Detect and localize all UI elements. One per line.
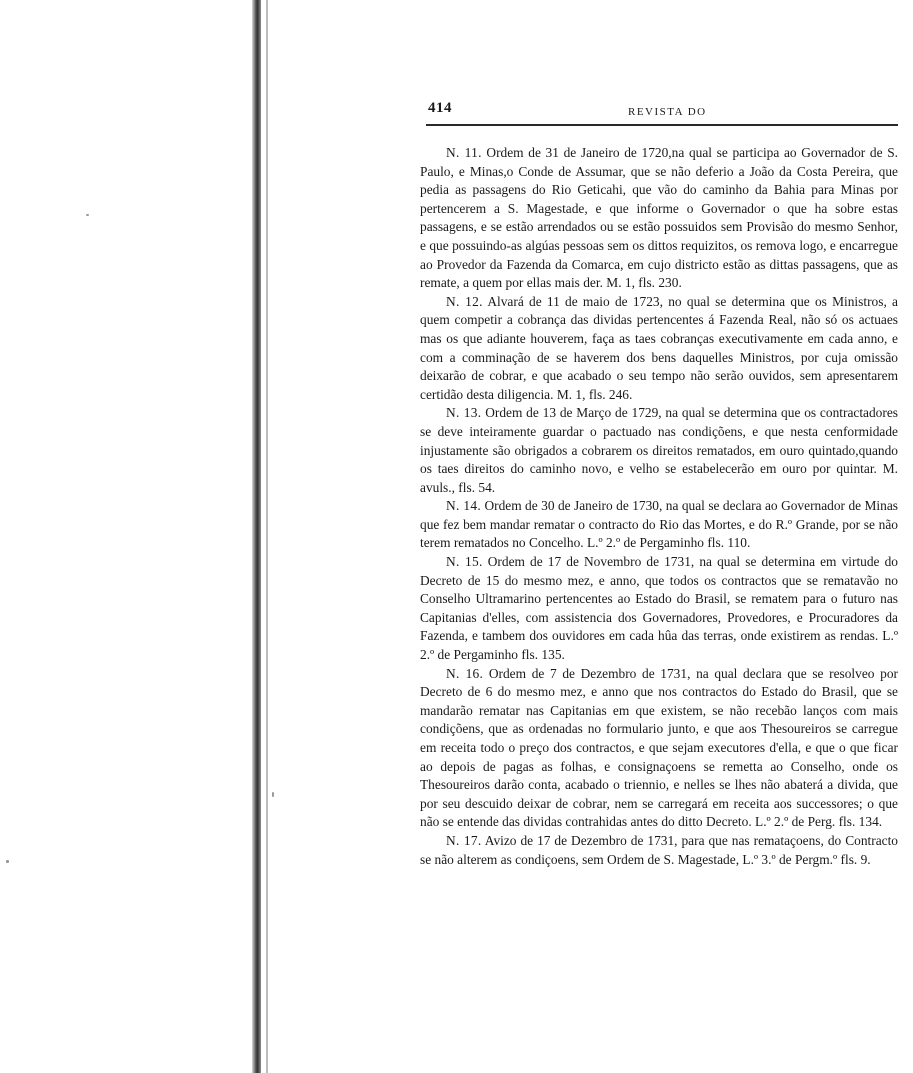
entry-number: N. 12. xyxy=(446,293,483,309)
entry-n13 xyxy=(420,404,898,497)
entry-text: Alvará de 11 de maio de 1723, no qual se determina que os Ministros, a quem competir a cobrança das dividas pertencentes á Fazenda Real, não só os actuaes mas os que adiante houverem, faça as taes cobranças executivamente em cada anno, e com a comminação de se haverem dos bens daquelles Ministros, por cuja omissão deixarão de cobrar, e que acabado o seu tempo não serão ouvidos, sem apresentarem certidão desta diligencia. M. 1, fls. 246. xyxy=(420,293,898,402)
entry-number: N. 15. xyxy=(446,554,483,570)
entry-number: N. 16. xyxy=(446,665,484,681)
entry-n16 xyxy=(420,665,898,832)
entry-text: Ordem de 31 de Janeiro de 1720,na qual se participa ao Governador de S. Paulo, e Minas,o Conde de Assumar, que se não deferio a João da Costa Pereira, que pedia as passagens do Rio Geticahi, que vão do caminho da Bahia para Minas por pertencerem a S. Magestade, e que informe o Governador o que ha sobre estas passagens, e se estão arrendados ou se estão possuidos sem Provisão do mesmo Senhor, e que possuindo-as algúas pessoas sem os dittos requizitos, os remova logo, e encarregue ao Provedor da Fazenda da Comarca, em cujo districto estão as dittas passagens, que as remate, a quem por ellas mais der. M. 1, fls. 230. xyxy=(420,145,898,291)
header-rule xyxy=(426,124,898,126)
entry-text: Ordem de 7 de Dezembro de 1731, na qual declara que se resolveo por Decreto de 6 do mesmo mez, e anno que nos contractos do Estado do Brasil, que se mandarão rematar nas Capitanias em que existem, se não recebão lanços com mais condiçõens, que as ordenadas no formulario junto, e que aos Thesoureiros se carregue em receita todo o preço dos contractos, e que sejam executores d'ella, e que o que ficar ao depois de pagas as folhas, e consignaçoens se remetta ao Conselho, onde os Thesoureiros darão conta, acabado o triennio, e nelles se lhes não abaterá a divida, que por seu descuido deixar de cobrar, nem se carregará em receita aos successores; o que não se entende das dividas contrahidas antes do ditto Decreto. L.º 2.º de Perg. fls. 134. xyxy=(420,665,898,830)
entry-text: Ordem de 17 de Novembro de 1731, na qual se determina em virtude do Decreto de 15 do mesmo mez, e anno, que todos os contractos que se rematavão no Conselho Ultramarino pertencentes ao Estado do Brasil, se rematem para o futuro nas Capitanias d'elles, com assistencia dos Governadores, Provedores, e Procuradores da Fazenda, e tambem dos ouvidores em cada hûa das terras, onde existirem as rendas. L.º 2.º de Pergaminho fls. 135. xyxy=(420,554,898,663)
entry-n17 xyxy=(420,832,898,869)
entries-list xyxy=(420,144,898,869)
entry-n15 xyxy=(420,553,898,665)
page-edge-line xyxy=(266,0,268,1073)
scan-speck xyxy=(6,860,9,863)
page-number: 414 xyxy=(428,100,452,116)
entry-n11 xyxy=(420,144,898,293)
page-header xyxy=(420,96,898,122)
entry-number: N. 13. xyxy=(446,405,482,421)
scan-speck xyxy=(272,792,274,797)
entry-text: Avizo de 17 de Dezembro de 1731, para que nas remataçoens, do Contracto se não alterem as condiçoens, sem Ordem de S. Magestade, L.º 3.º de Pergm.º fls. 9. xyxy=(420,832,898,867)
entry-text: Ordem de 30 de Janeiro de 1730, na qual se declara ao Governador de Minas que fez bem mandar rematar o contracto do Rio das Mortes, e do R.º Grande, por se não terem rematados no Concelho. L.º 2.º de Pergaminho fls. 110. xyxy=(420,498,898,551)
book-spine-shadow xyxy=(252,0,261,1073)
entry-number: N. 11. xyxy=(446,145,482,160)
scan-speck xyxy=(86,214,89,216)
entry-number: N. 14. xyxy=(446,498,481,514)
entry-text: Ordem de 13 de Março de 1729, na qual se determina que os contractadores se deve inteiramente guardar o pactuado nas condiçõens, e que nesta cenformidade injustamente são obrigados a cobrarem os direitos rematados, em ouro quintado,quando os taes direitos do caminho novo, e velho se estabelecerão em ouro por quintar. M. avuls., fls. 54. xyxy=(420,405,898,495)
entry-n12 xyxy=(420,293,898,405)
running-head: REVISTA DO xyxy=(628,106,707,118)
document-page xyxy=(420,96,898,869)
entry-number: N. 17. xyxy=(446,832,482,848)
entry-n14 xyxy=(420,497,898,553)
